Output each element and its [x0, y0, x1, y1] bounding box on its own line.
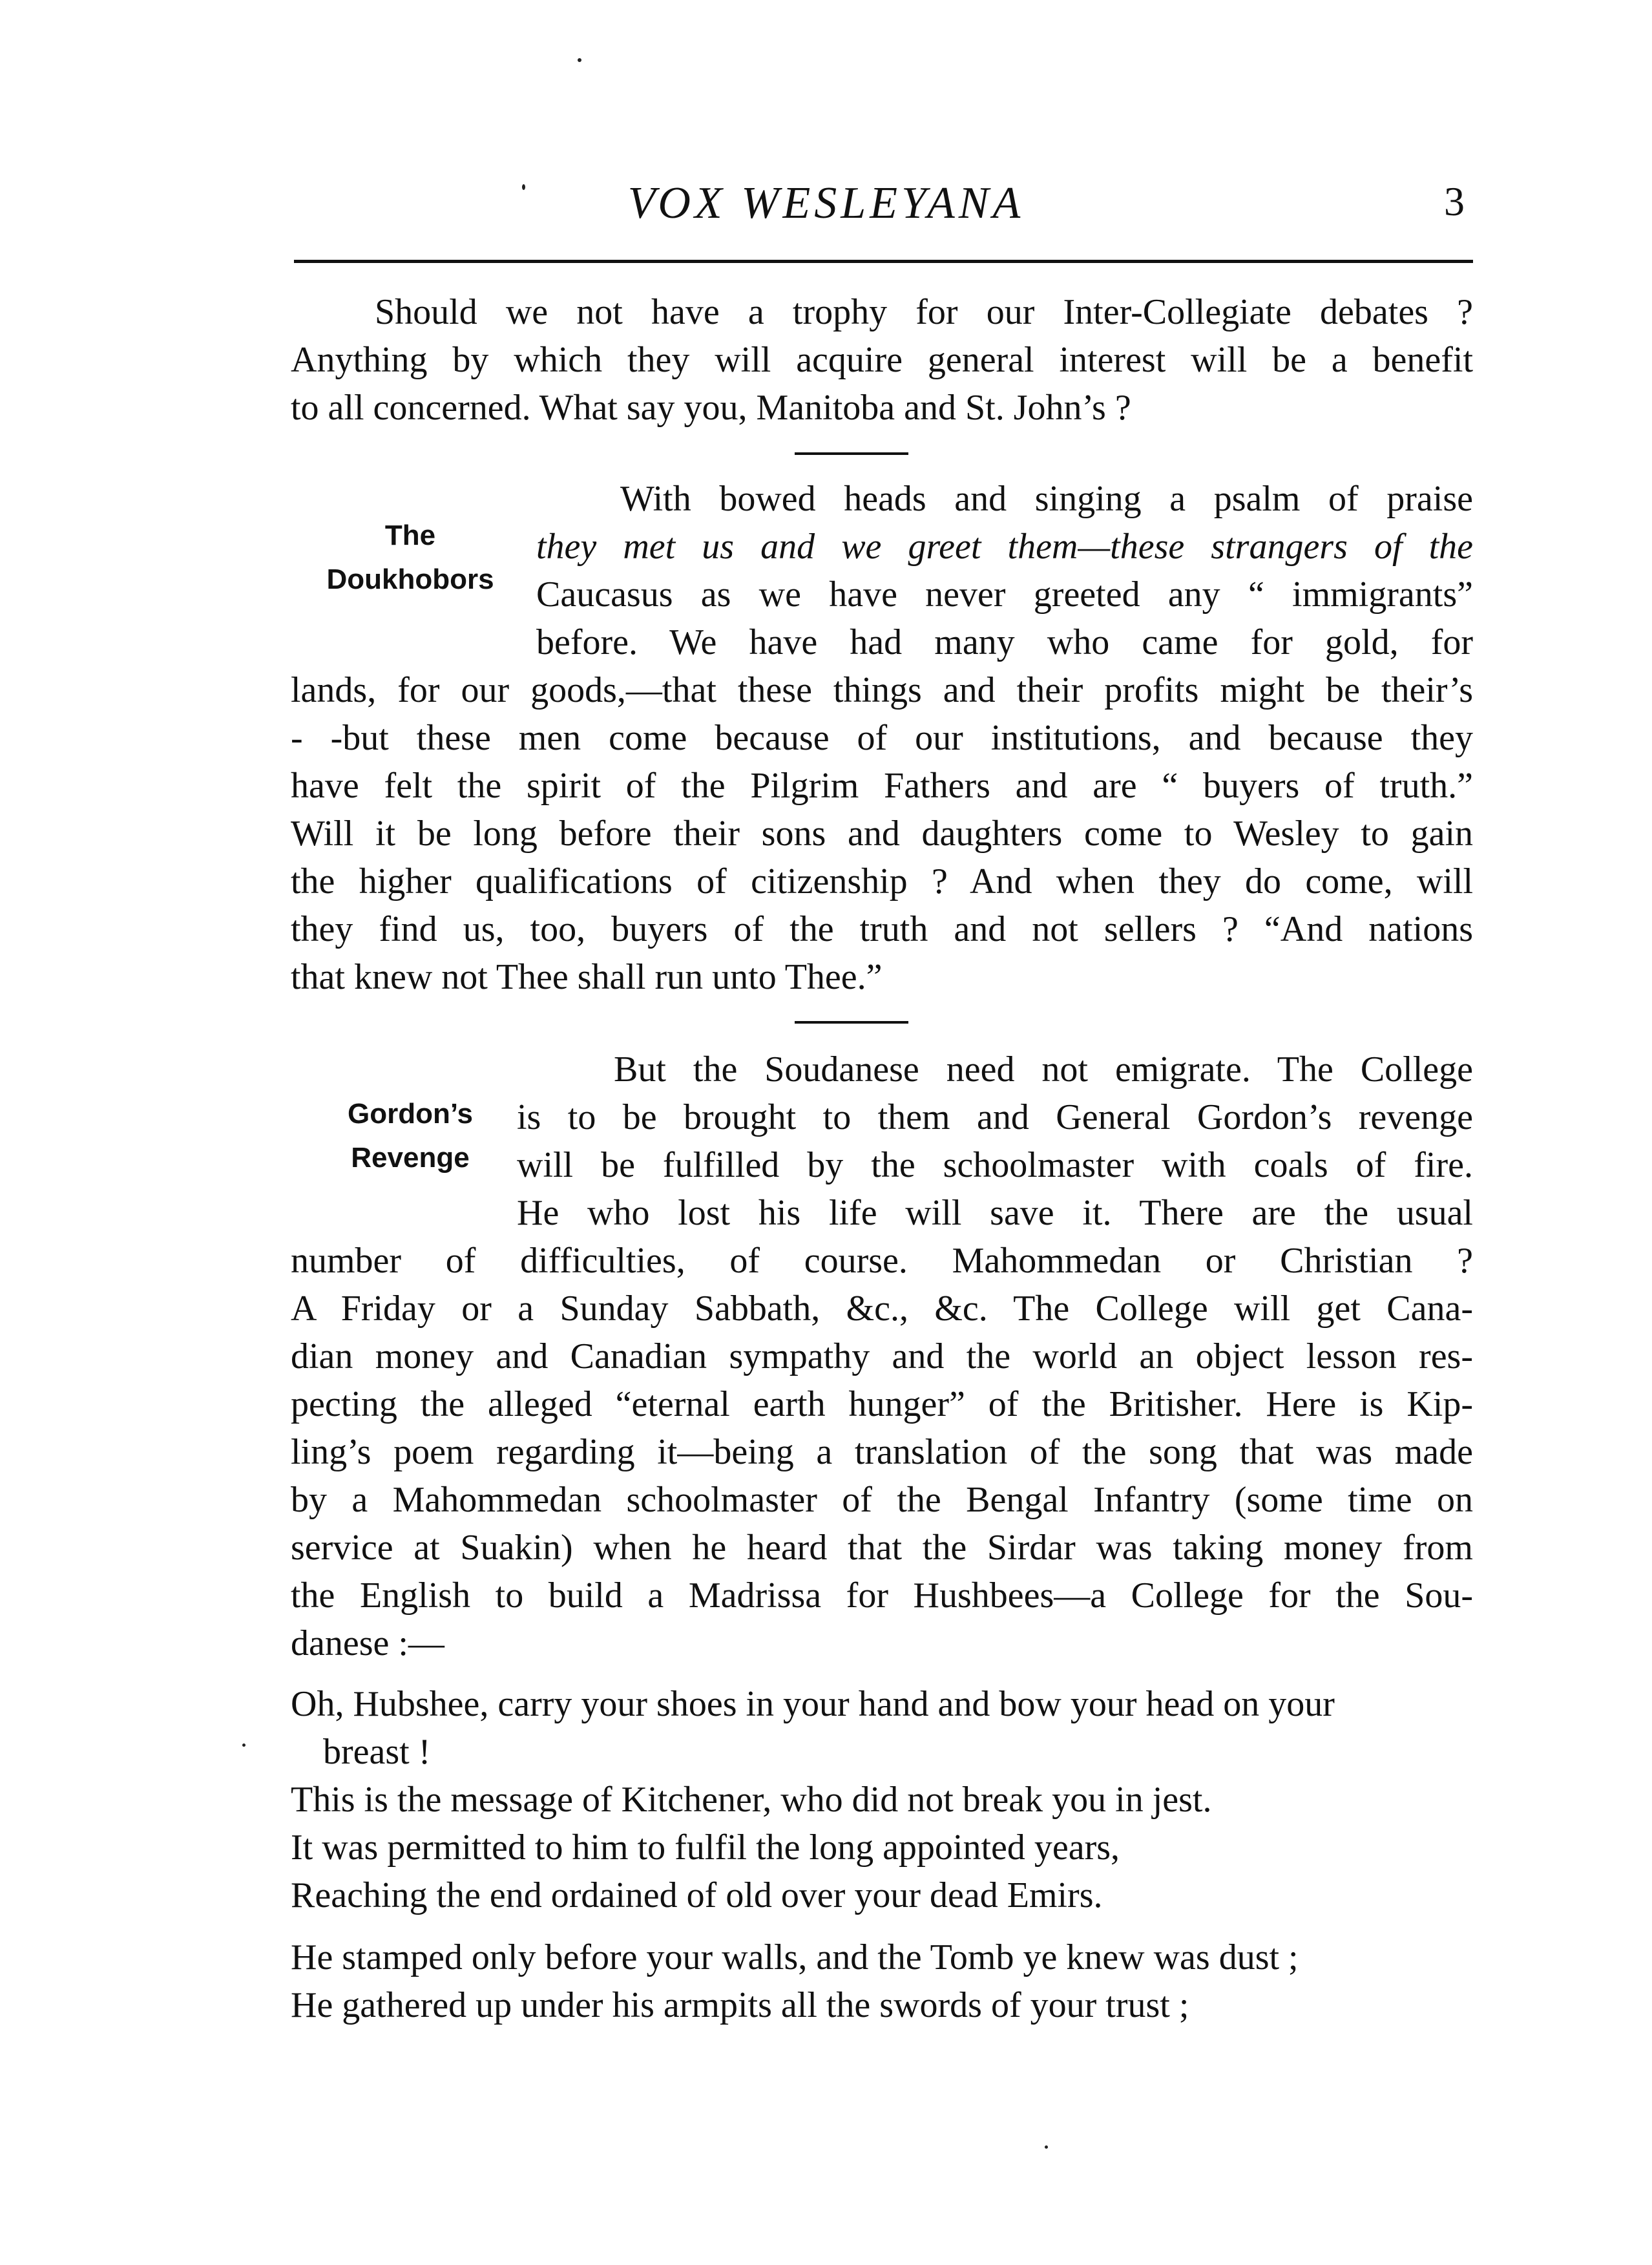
section-separator [795, 1021, 908, 1024]
poem-line: breast ! [323, 1732, 431, 1772]
text-line: Should we not have a trophy for our Inter-Collegiate debates ? [375, 292, 1473, 332]
paragraph-gordon-indented [517, 1046, 1473, 1237]
sidenote-line: Doukhobors [326, 564, 494, 595]
poem-line: He stamped only before your walls, and the Tomb ye knew was dust ; [291, 1937, 1299, 1977]
text-line: With bowed heads and singing a psalm of praise [620, 479, 1473, 519]
sidenote-line: The [384, 520, 436, 551]
text-line: the English to build a Madrissa for Hushbees—a College for the Sou- [291, 1575, 1473, 1616]
poem-line: It was permitted to him to fulfil the long appointed years, [291, 1828, 1120, 1868]
scan-speck [578, 58, 581, 62]
text-line: number of difficulties, of course. Mahommedan or Christian ? [291, 1241, 1473, 1281]
scan-speck [242, 1744, 246, 1747]
text-line: He who lost his life will save it. There are the usual [517, 1193, 1473, 1233]
header-rule [294, 260, 1473, 263]
text-line: dian money and Canadian sympathy and the world an object lesson res- [291, 1336, 1473, 1376]
text-line: the higher qualifications of citizenship ? And when they do come, will [291, 861, 1473, 901]
text-line: danese :— [291, 1623, 444, 1663]
text-line: have felt the spirit of the Pilgrim Fathers and are “ buyers of truth.” [291, 766, 1473, 806]
text-line: will be fulfilled by the schoolmaster with coals of fire. [517, 1145, 1473, 1185]
poem-line: He gathered up under his armpits all the swords of your trust ; [291, 1985, 1189, 2025]
section-separator [795, 452, 908, 455]
text-line: lands, for our goods,—that these things and their profits might be their’s [291, 670, 1473, 710]
paragraph-trophy [291, 288, 1473, 432]
scan-speck [1045, 2145, 1048, 2149]
text-line: that knew not Thee shall run unto Thee.” [291, 957, 883, 997]
poem-line: Reaching the end ordained of old over your dead Emirs. [291, 1875, 1103, 1915]
sidenote-doukhobors [304, 514, 517, 602]
text-line: ling’s poem regarding it—being a translation of the song that was made [291, 1432, 1473, 1472]
text-line: is to be brought to them and General Gordon’s revenge [517, 1097, 1473, 1137]
text-line: Caucasus as we have never greeted any “ immigrants” [536, 574, 1473, 615]
page-number: 3 [1444, 178, 1465, 224]
text-line: Anything by which they will acquire general interest will be a benefit [291, 340, 1473, 380]
text-line: service at Suakin) when he heard that the Sirdar was taking money from [291, 1528, 1473, 1568]
text-line: before. We have had many who came for gold, for [536, 622, 1473, 662]
poem-line: This is the message of Kitchener, who did not break you in jest. [291, 1780, 1212, 1820]
sidenote-line: Revenge [351, 1142, 470, 1174]
text-line: But the Soudanese need not emigrate. The College [614, 1049, 1473, 1090]
text-line: by a Mahommedan schoolmaster of the Bengal Infantry (some time on [291, 1480, 1473, 1520]
text-line: - -but these men come because of our institutions, and because they [291, 718, 1473, 758]
text-line: Will it be long before their sons and daughters come to Wesley to gain [291, 814, 1473, 854]
sidenote-gordons-revenge [304, 1092, 517, 1180]
text-line: they met us and we greet them—these strangers of the [536, 527, 1473, 567]
text-line: pecting the alleged “eternal earth hunger” of the Britisher. Here is Kip- [291, 1384, 1473, 1424]
paragraph-doukhobors-full [291, 666, 1473, 1001]
paragraph-doukhobors-indented [536, 475, 1473, 666]
text-line: they find us, too, buyers of the truth and not sellers ? “And nations [291, 909, 1473, 949]
poem-line: Oh, Hubshee, carry your shoes in your hand and bow your head on your [291, 1684, 1335, 1724]
text-line: to all concerned. What say you, Manitoba and St. John’s ? [291, 388, 1131, 428]
running-title: VOX WESLEYANA [627, 178, 1025, 228]
sidenote-line: Gordon’s [348, 1098, 473, 1130]
text-line: A Friday or a Sunday Sabbath, &c., &c. The College will get Cana- [291, 1289, 1473, 1329]
paragraph-gordon-full [291, 1237, 1473, 1667]
